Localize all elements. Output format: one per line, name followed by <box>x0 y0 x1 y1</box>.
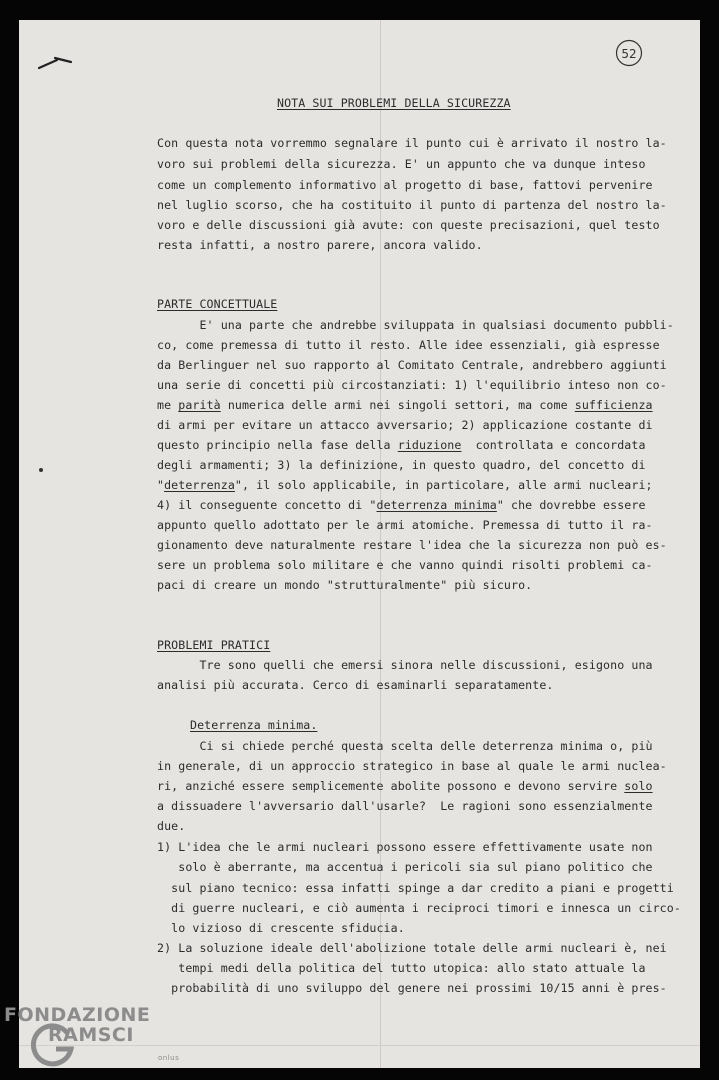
body-line: co, come premessa di tutto il resto. Alle idee essenziali, già espresse <box>157 338 660 352</box>
body-line: di armi per evitare un attacco avversario; 2) applicazione costante di <box>157 418 653 432</box>
body-line: lo vizioso di crescente sfiducia. <box>157 921 405 935</box>
body-line: una serie di concetti più circostanziati: 1) l'equilibrio inteso non co- <box>157 378 667 392</box>
body-line: di guerre nucleari, e ciò aumenta i reciproci timori e innesca un circo- <box>157 901 681 915</box>
logo-line-3: onlus <box>158 1054 180 1062</box>
document-page <box>19 20 700 1068</box>
body-line: 2) La soluzione ideale dell'abolizione totale delle armi nucleari è, nei <box>157 941 667 955</box>
body-line: a dissuadere l'avversario dall'usarle? Le ragioni sono essenzialmente <box>157 799 653 813</box>
body-line: me parità numerica delle armi nei singoli settori, ma come sufficienza <box>157 398 653 412</box>
page-title: NOTA SUI PROBLEMI DELLA SICUREZZA <box>277 96 511 110</box>
intro-line: Con questa nota vorremmo segnalare il punto cui è arrivato il nostro la- <box>157 136 667 150</box>
body-line: solo è aberrante, ma accentua i pericoli sia sul piano politico che <box>157 860 653 874</box>
body-line: paci di creare un mondo "strutturalmente" più sicuro. <box>157 578 533 592</box>
body-line: due. <box>157 819 186 833</box>
body-line: 1) L'idea che le armi nucleari possono essere effettivamente usate non <box>157 840 653 854</box>
body-line: 4) il conseguente concetto di "deterrenza minima" che dovrebbe essere <box>157 498 646 512</box>
fondazione-gramsci-logo <box>4 1000 204 1076</box>
body-line: degli armamenti; 3) la definizione, in questo quadro, del concetto di <box>157 458 646 472</box>
svg-text:52: 52 <box>621 47 637 61</box>
body-line: appunto quello adottato per le armi atomiche. Premessa di tutto il ra- <box>157 518 653 532</box>
body-line: probabilità di uno sviluppo del genere nei prossimi 10/15 anni è pres- <box>157 981 667 995</box>
body-line: gionamento deve naturalmente restare l'idea che la sicurezza non può es- <box>157 538 667 552</box>
subsection-heading: Deterrenza minima. <box>190 718 318 732</box>
body-line: questo principio nella fase della riduzione controllata e concordata <box>157 438 646 452</box>
section-heading: PARTE CONCETTUALE <box>157 297 278 311</box>
body-line: sul piano tecnico: essa infatti spinge a dar credito a piani e progetti <box>157 881 674 895</box>
body-line: Tre sono quelli che emersi sinora nelle discussioni, esigono una <box>157 658 653 672</box>
document-text <box>19 20 700 1068</box>
body-line: in generale, di un approccio strategico in base al quale le armi nuclea- <box>157 759 667 773</box>
intro-line: voro e delle discussioni già avute: con queste precisazioni, quel testo <box>157 218 660 232</box>
body-line: "deterrenza", il solo applicabile, in particolare, alle armi nucleari; <box>157 478 653 492</box>
intro-line: nel luglio scorso, che ha costituito il punto di partenza del nostro la- <box>157 198 667 212</box>
intro-line: come un complemento informativo al progetto di base, fattovi pervenire <box>157 178 653 192</box>
body-line: sere un problema solo militare e che vanno quindi risolti problemi ca- <box>157 558 653 572</box>
logo-line-1: FONDAZIONE <box>4 1004 151 1026</box>
body-line: E' una parte che andrebbe sviluppata in qualsiasi documento pubbli- <box>157 318 674 332</box>
body-line: ri, anziché essere semplicemente abolite possono e devono servire solo <box>157 779 653 793</box>
body-line: tempi medi della politica del tutto utopica: allo stato attuale la <box>157 961 646 975</box>
section-heading: PROBLEMI PRATICI <box>157 638 271 652</box>
body-line: Ci si chiede perché questa scelta delle deterrenza minima o, più <box>157 739 653 753</box>
intro-line: voro sui problemi della sicurezza. E' un appunto che va dunque inteso <box>157 157 646 171</box>
body-line: da Berlinguer nel suo rapporto al Comitato Centrale, andrebbero aggiunti <box>157 358 667 372</box>
intro-line: resta infatti, a nostro parere, ancora valido. <box>157 238 483 252</box>
body-line: analisi più accurata. Cerco di esaminarli separatamente. <box>157 678 554 692</box>
logo-line-2: RAMSCI <box>48 1024 134 1046</box>
